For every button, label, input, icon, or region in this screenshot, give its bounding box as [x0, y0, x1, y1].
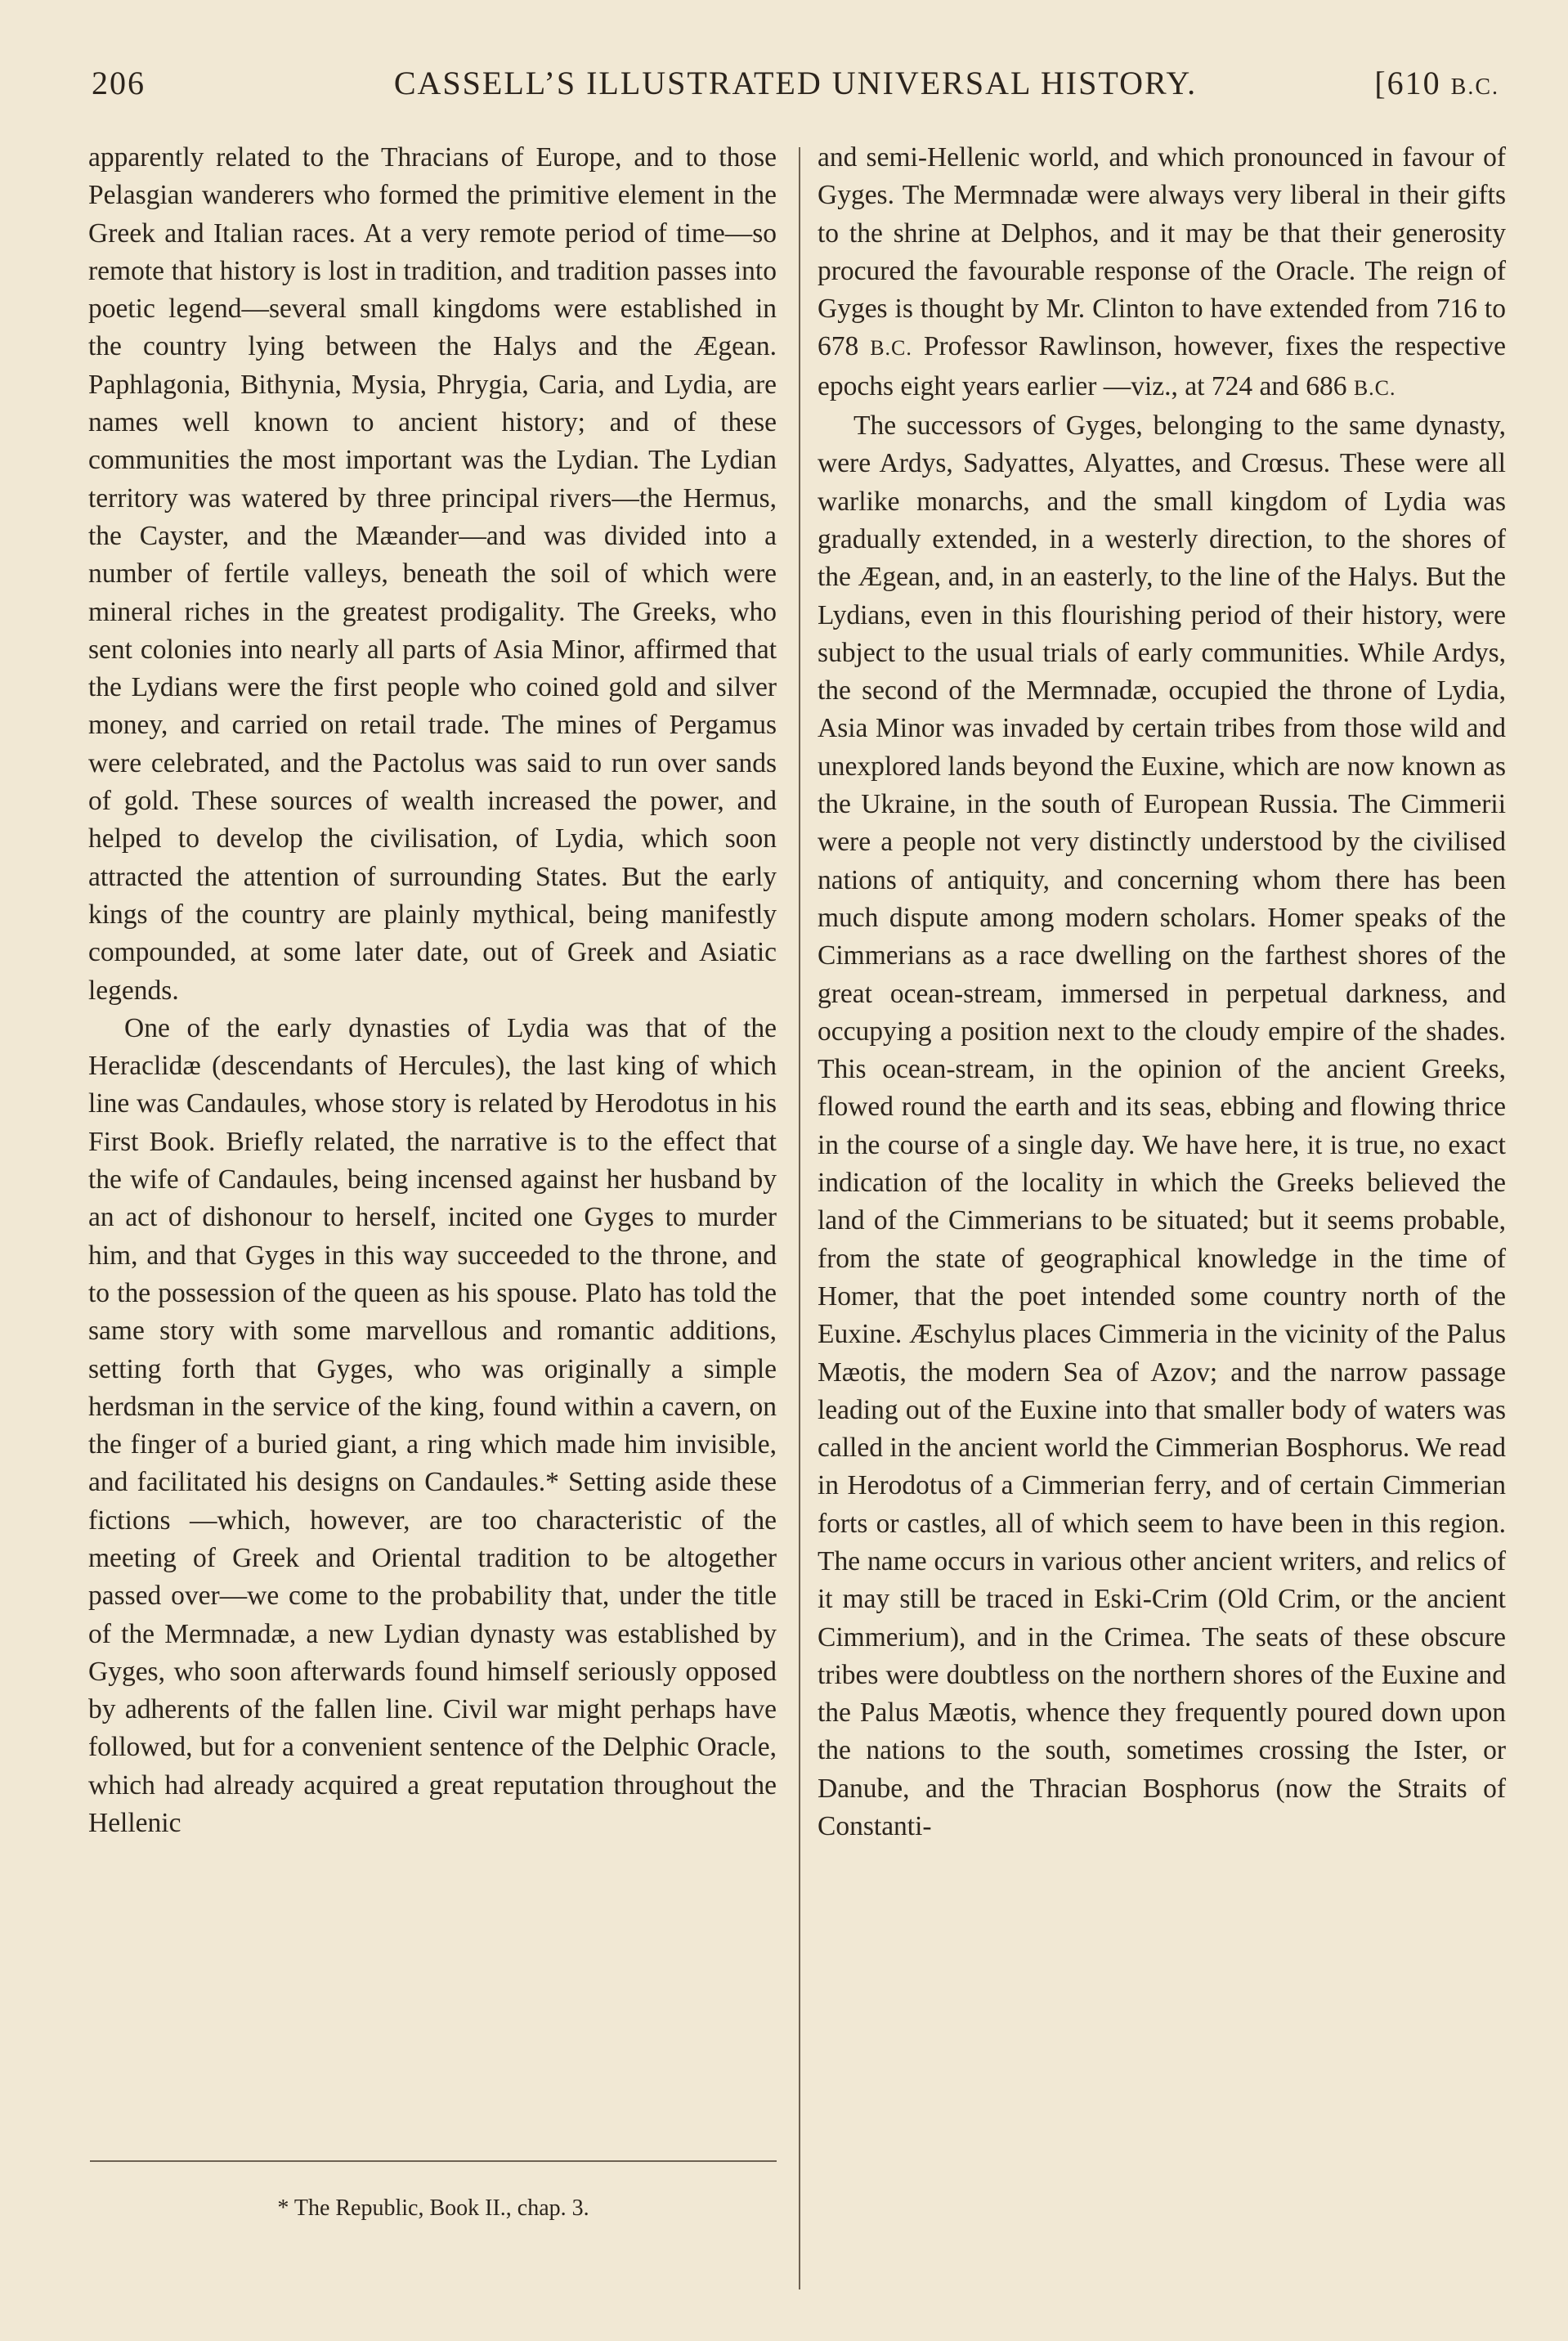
- date-prefix: [610: [1374, 65, 1451, 101]
- footnote-rule: [90, 2160, 777, 2162]
- era-abbrev: B.C.: [1353, 375, 1396, 400]
- left-paragraph-1: apparently related to the Thracians of Europe, and to those Pelasgian wanderers who formed the primitive element in the Greek and Italian races. At a very remote period of time—so remote that history is lost in tradition, and tradition passes into poetic legend—several small kingdoms were established in the country lying between the Halys and the Ægean. Paphlagonia, Bithynia, Mysia, Phrygia, Caria, and Lydia, are names well known to ancient history; and of these communities the most important was the Lydian. The Lydian territory was watered by three principal rivers—the Hermus, the Cayster, and the Mæander—and was divided into a number of fertile valleys, beneath the soil of which were mineral riches in the greatest prodigality. The Greeks, who sent colonies into nearly all parts of Asia Minor, affirmed that the Lydians were the first people who coined gold and silver money, and carried on retail trade. The mines of Pergamus were celebrated, and the Pactolus was said to run over sands of gold. These sources of wealth increased the power, and helped to develop the civilisation, of Lydia, which soon attracted the attention of surrounding States. But the early kings of the country are plainly mythical, being manifestly compounded, at some later date, out of Greek and Asiatic legends.: [88, 142, 777, 1006]
- left-column: [88, 139, 777, 1842]
- running-title: CASSELL’S ILLUSTRATED UNIVERSAL HISTORY.: [393, 65, 1198, 101]
- right-paragraph-1: [818, 139, 1506, 407]
- page-header: [92, 64, 1499, 121]
- page-number: 206: [92, 65, 146, 101]
- right-paragraph-2: The successors of Gyges, belonging to the same dynasty, were Ardys, Sadyattes, Alyattes, and Crœsus. These were all warlike monarchs, and the small kingdom of Lydia was gradually extended, in a westerly direction, to the shores of the Ægean, and, in an easterly, to the line of the Halys. But the Lydians, even in this flourishing period of their history, were subject to the usual trials of early communities. While Ardys, the second of the Mermnadæ, occupied the throne of Lydia, Asia Minor was invaded by certain tribes from those wild and unexplored lands beyond the Euxine, which are now known as the Ukraine, in the south of European Russia. The Cimmerii were a people not very distinctly understood by the civilised nations of antiquity, and concerning whom there has been much dispute among modern scholars. Homer speaks of the Cimmerians as a race dwelling on the farthest shores of the great ocean-stream, immersed in perpetual darkness, and occupying a position next to the cloudy empire of the shades. This ocean-stream, in the opinion of the ancient Greeks, flowed round the earth and its seas, ebbing and flowing thrice in the course of a single day. We have here, it is true, no exact indication of the locality in which the Greeks believed the land of the Cimmerians to be situated; but it seems probable, from the state of geographical knowledge in the time of Homer, that the poet intended some country north of the Euxine. Æschylus places Cimmeria in the vicinity of the Palus Mæotis, the modern Sea of Azov; and the narrow passage leading out of the Euxine into that smaller body of waters was called in the ancient world the Cimmerian Bosphorus. We read in Herodotus of a Cimmerian ferry, and of certain Cimmerian forts or castles, all of which seem to have been in this region. The name occurs in various other ancient writers, and relics of it may still be traced in Eski-Crim (Old Crim, or the ancient Cimmerium), and in the Crimea. The seats of these obscure tribes were doubtless on the northern shores of the Euxine and the Palus Mæotis, whence they frequently poured down upon the nations to the south, sometimes crossing the Ister, or Danube, and the Thracian Bosphorus (now the Straits of Constanti-: [818, 410, 1506, 1842]
- date-era: B.C.: [1450, 74, 1499, 100]
- date-marker: [1374, 64, 1499, 102]
- right-column: [818, 139, 1506, 1845]
- era-abbrev: B.C.: [870, 336, 912, 361]
- left-paragraph-2: One of the early dynasties of Lydia was that of the Heraclidæ (descendants of Hercules), the last king of which line was Candaules, whose story is related by Herodotus in his First Book. Briefly related, the narrative is to the effect that the wife of Candaules, being incensed against her husband by an act of dishonour to herself, incited one Gyges to murder him, and that Gyges in this way succeeded to the throne, and to the possession of the queen as his spouse. Plato has told the same story with some marvellous and romantic additions, setting forth that Gyges, who was originally a simple herdsman in the service of the king, found within a cavern, on the finger of a buried giant, a ring which made him invisible, and facilitated his designs on Candaules.* Setting aside these fictions —which, however, are too characteristic of the meeting of Greek and Oriental tradition to be altogether passed over—we come to the probability that, under the title of the Mermnadæ, a new Lydian dynasty was established by Gyges, who soon afterwards found himself seriously opposed by adherents of the fallen line. Civil war might perhaps have followed, but for a convenient sentence of the Delphic Oracle, which had already acquired a great reputation throughout the Hellenic: [88, 1012, 777, 1839]
- right-p1-text-b: Professor Rawlinson, however, fixes the respective epochs eight years earlier —viz., at 724 and 686: [818, 331, 1507, 401]
- footnote: * The Republic, Book II., chap. 3.: [277, 2195, 589, 2221]
- right-p1-text-a: and semi-Hellenic world, and which pronounced in favour of Gyges. The Mermnadæ were always very liberal in their gifts to the shrine at Delphos, and it may be that their generosity procured the favourable response of the Oracle. The reign of Gyges is thought by Mr. Clinton to have extended from 716 to 678: [818, 142, 1506, 362]
- column-divider: [799, 147, 800, 2289]
